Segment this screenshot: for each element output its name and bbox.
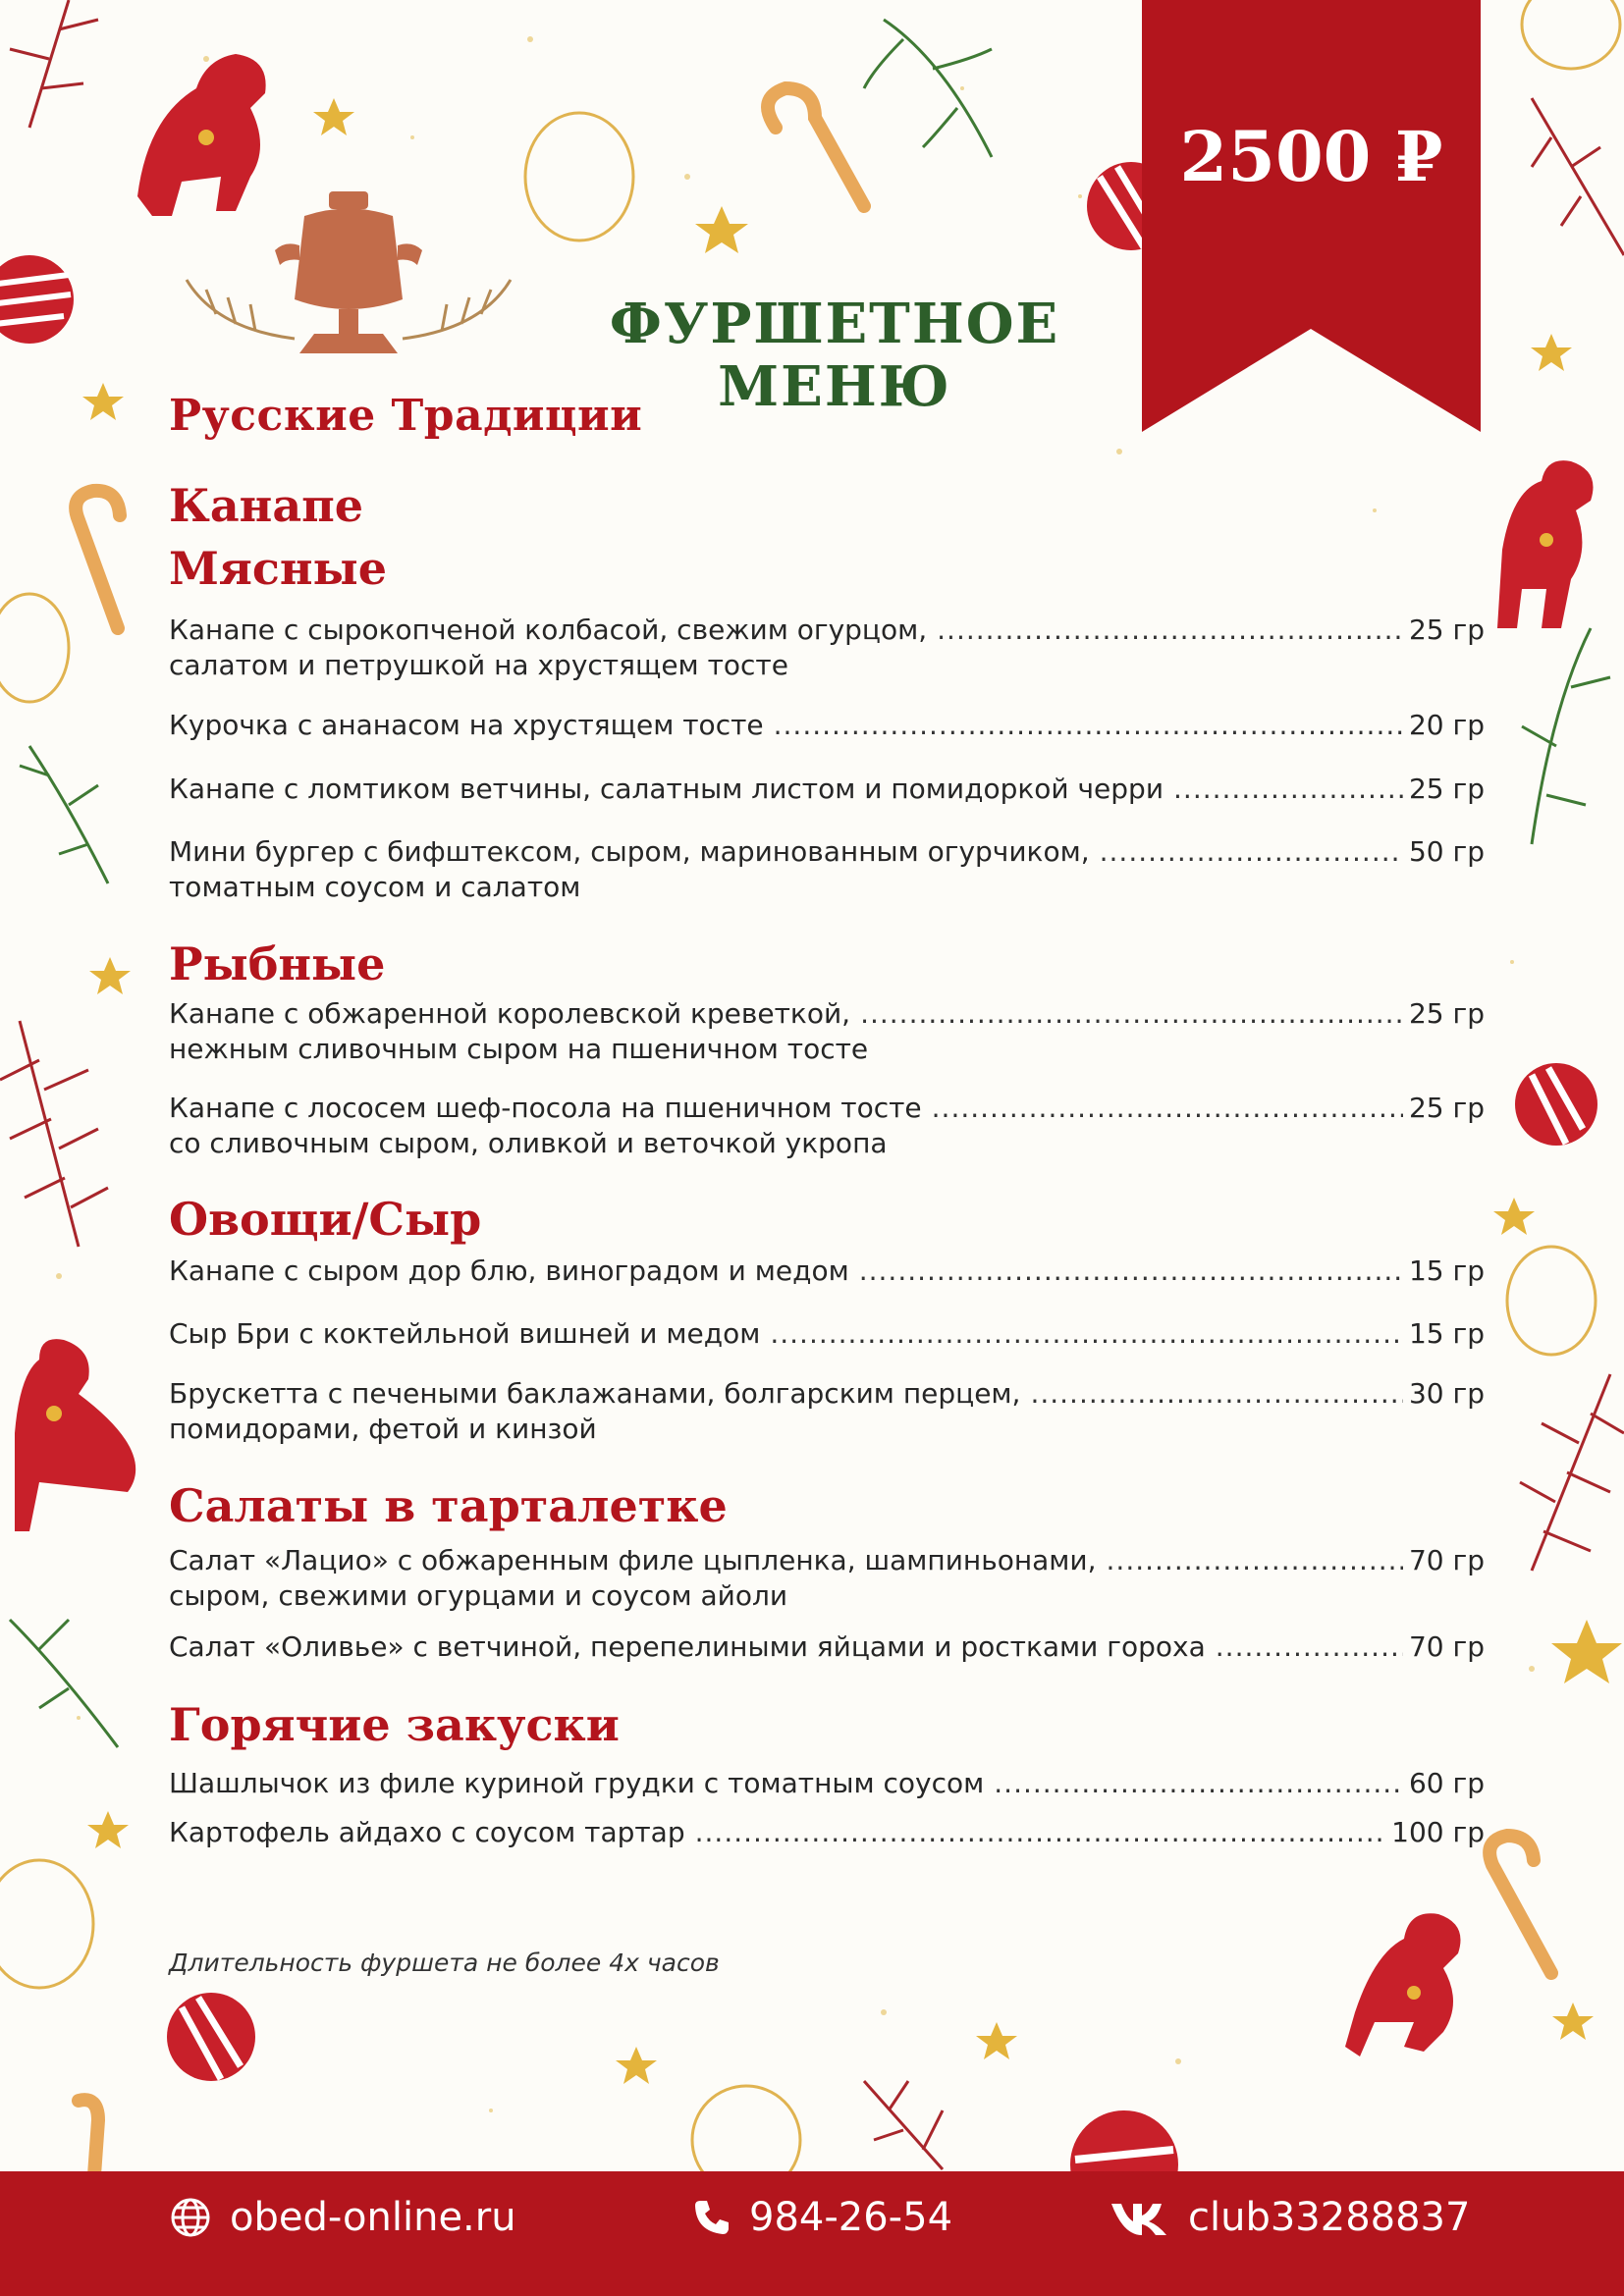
menu-item	[169, 708, 1485, 743]
menu-item	[169, 1316, 1485, 1352]
item-weight: 25 гр	[1408, 1092, 1485, 1124]
dot-leader	[1100, 834, 1403, 870]
website-link[interactable]	[169, 2195, 516, 2240]
section-title-salads: Салаты в тарталетке	[169, 1479, 728, 1532]
item-name: Брускетта с печеными баклажанами, болгарским перцем,	[169, 1377, 1021, 1410]
phone-text: 984-26-54	[749, 2195, 953, 2240]
item-weight: 60 гр	[1408, 1767, 1485, 1799]
dot-leader	[860, 996, 1403, 1032]
item-name: Канапе с сыром дор блю, виноградом и медом	[169, 1255, 849, 1287]
menu-item	[169, 613, 1485, 683]
vk-icon	[1110, 2198, 1170, 2237]
item-weight: 70 гр	[1408, 1630, 1485, 1663]
dot-leader	[932, 1091, 1403, 1126]
item-name: Салат «Оливье» с ветчиной, перепелиными яйцами и ростками гороха	[169, 1630, 1206, 1663]
dot-leader	[774, 708, 1403, 743]
item-name-line2: со сливочным сыром, оливкой и веточкой укропа	[169, 1127, 888, 1159]
price-banner	[1142, 0, 1481, 432]
dot-leader	[994, 1766, 1403, 1801]
menu-item	[169, 1091, 1485, 1161]
item-name: Сыр Бри с коктейльной вишней и медом	[169, 1317, 761, 1350]
item-weight: 20 гр	[1408, 709, 1485, 741]
menu-item	[169, 1766, 1485, 1801]
item-weight: 50 гр	[1408, 835, 1485, 868]
menu-item	[169, 1815, 1485, 1850]
menu-item	[169, 772, 1485, 807]
item-weight: 25 гр	[1408, 773, 1485, 805]
website-text: obed-online.ru	[230, 2195, 516, 2240]
globe-icon	[169, 2196, 212, 2239]
dot-leader	[1107, 1543, 1403, 1578]
item-name: Шашлычок из филе куриной грудки с томатным соусом	[169, 1767, 985, 1799]
item-name-line2: салатом и петрушкой на хрустящем тосте	[169, 649, 788, 681]
menu-item	[169, 1543, 1485, 1614]
section-title-veg-cheese: Овощи/Сыр	[169, 1193, 482, 1246]
dot-leader	[1030, 1376, 1403, 1412]
menu-title-line2: МЕНЮ	[718, 354, 951, 419]
dot-leader	[1173, 772, 1403, 807]
item-weight: 30 гр	[1408, 1377, 1485, 1410]
samovar-logo	[157, 182, 560, 378]
section-title-fish: Рыбные	[169, 937, 386, 990]
item-name: Картофель айдахо с соусом тартар	[169, 1816, 685, 1848]
menu-item	[169, 1376, 1485, 1447]
dot-leader	[937, 613, 1403, 648]
item-weight: 100 гр	[1391, 1816, 1485, 1848]
phone-link[interactable]	[692, 2195, 952, 2240]
duration-note: Длительность фуршета не более 4х часов	[169, 1949, 720, 1977]
vk-text: club33288837	[1188, 2195, 1471, 2240]
menu-item	[169, 1254, 1485, 1289]
price-label: 2500 ₽	[1179, 116, 1443, 197]
dot-leader	[859, 1254, 1403, 1289]
menu-item	[169, 996, 1485, 1067]
dot-leader	[695, 1815, 1386, 1850]
item-weight: 15 гр	[1408, 1317, 1485, 1350]
item-name-line2: нежным сливочным сыром на пшеничном тосте	[169, 1033, 869, 1065]
item-weight: 25 гр	[1408, 997, 1485, 1030]
menu-title	[589, 293, 1080, 418]
vk-link[interactable]	[1110, 2195, 1470, 2240]
section-subtitle-meat: Мясные	[169, 542, 387, 595]
item-name: Канапе с сырокопченой колбасой, свежим огурцом,	[169, 614, 928, 646]
item-name: Канапе с лососем шеф-посола на пшеничном тосте	[169, 1092, 922, 1124]
phone-icon	[692, 2198, 731, 2237]
section-title-hot-snacks: Горячие закуски	[169, 1698, 620, 1751]
menu-item	[169, 834, 1485, 905]
section-title-kanape: Канапе	[169, 479, 364, 532]
item-weight: 25 гр	[1408, 614, 1485, 646]
item-name-line2: томатным соусом и салатом	[169, 871, 581, 903]
item-name: Канапе с обжаренной королевской креветкой,	[169, 997, 851, 1030]
item-name: Канапе с ломтиком ветчины, салатным листом и помидоркой черри	[169, 773, 1164, 805]
dot-leader	[770, 1316, 1403, 1352]
menu-item	[169, 1629, 1485, 1665]
item-weight: 15 гр	[1408, 1255, 1485, 1287]
item-name: Мини бургер с бифштексом, сыром, маринованным огурчиком,	[169, 835, 1090, 868]
restaurant-name: Русские Традиции	[169, 391, 643, 441]
menu-title-line1: ФУРШЕТНОЕ	[609, 292, 1060, 356]
item-weight: 70 гр	[1408, 1544, 1485, 1576]
item-name-line2: помидорами, фетой и кинзой	[169, 1413, 597, 1445]
dot-leader	[1216, 1629, 1403, 1665]
item-name: Курочка с ананасом на хрустящем тосте	[169, 709, 764, 741]
item-name-line2: сыром, свежими огурцами и соусом айоли	[169, 1579, 788, 1612]
item-name: Салат «Лацио» с обжаренным филе цыпленка, шампиньонами,	[169, 1544, 1097, 1576]
